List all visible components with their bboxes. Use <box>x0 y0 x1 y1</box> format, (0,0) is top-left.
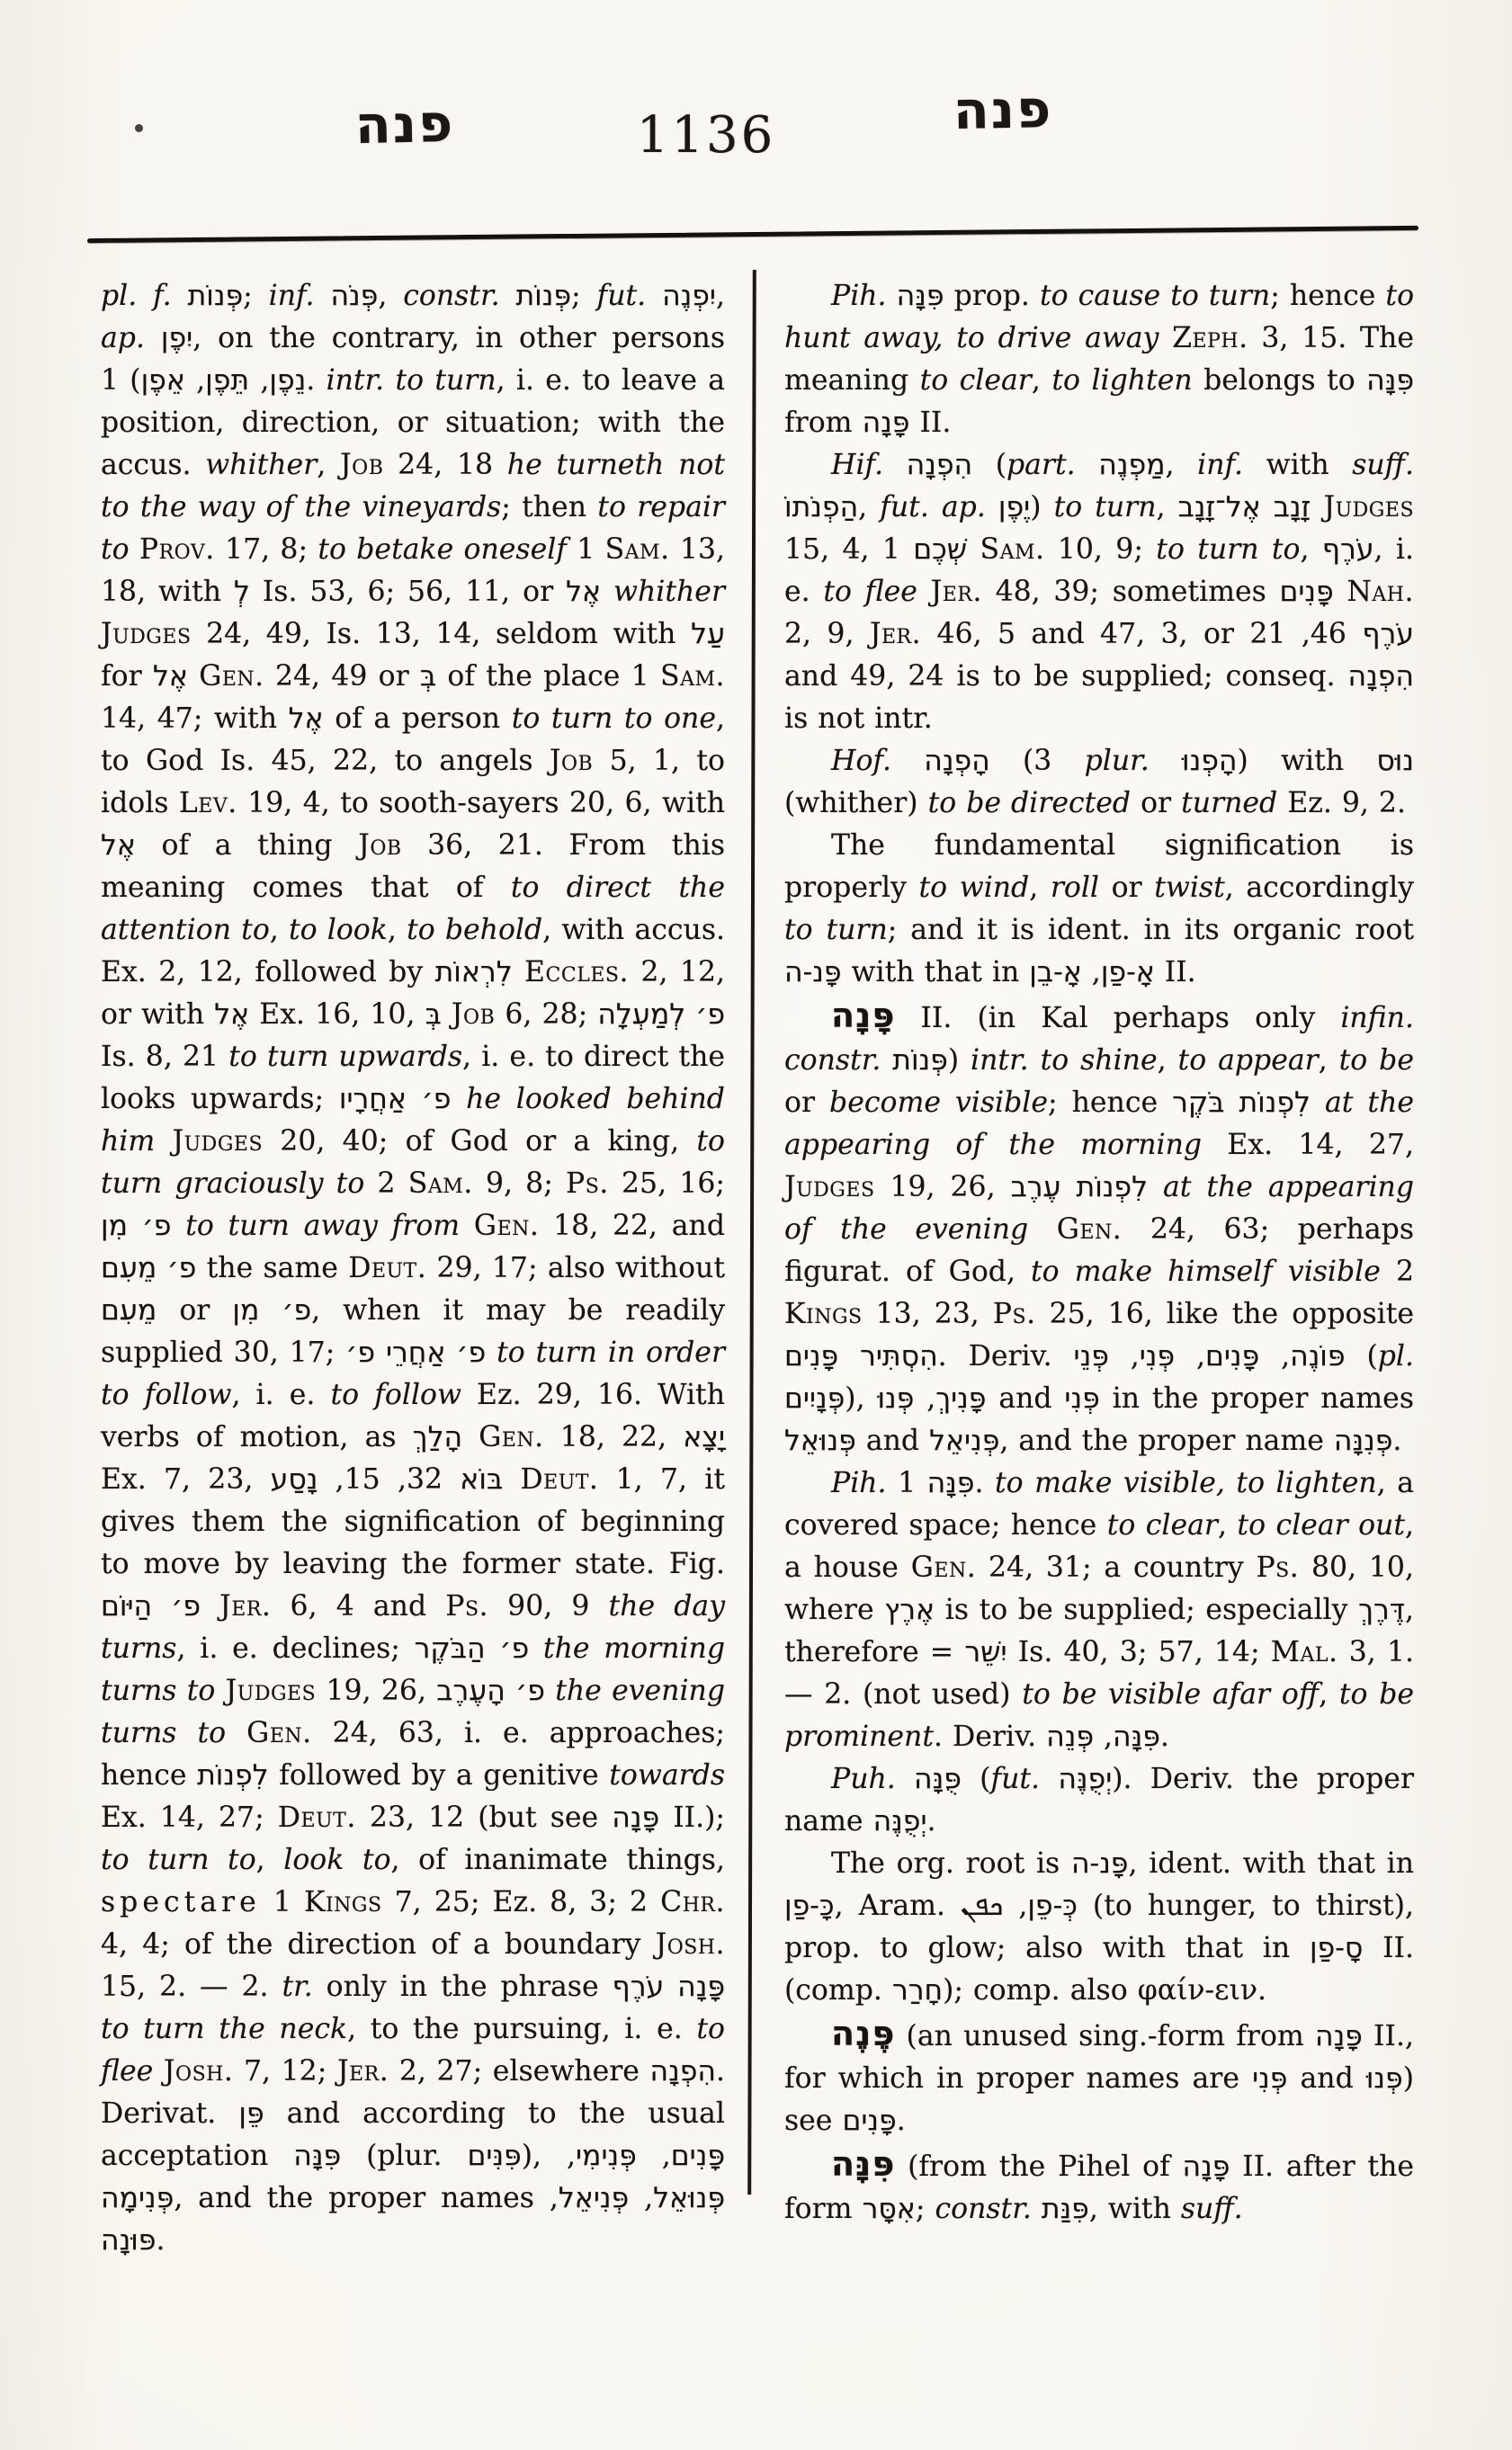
right-column <box>784 275 1414 2231</box>
entry-paragraph: Pih. פִּנָּה 1. to make visible, to lighten, a covered space; hence to clear, to clear out, a house Gen. 24, 31; a country Ps. 80, 10, where אֶרֶץ is to be supplied; especially דֶּרֶךְ, therefore = יִשֵּׁר Is. 40, 3; 57, 14; Mal. 3, 1. — 2. (not used) to be visible afar off, to be prominent. Deriv. פִּנָּה, פְּנֵה. <box>784 1467 1415 1753</box>
header-rule <box>87 226 1418 243</box>
page-number: 1136 <box>636 106 776 165</box>
entry-paragraph: פָּנָה II. (in Kal perhaps only infin. constr. פְּנוֹת) intr. to shine, to appear, to be or become visible; hence לִפְנוֹת בֹּקֶר at the appearing of the morning Ex. 14, 27, Judges 19, 26, לִפְנוֹת עֶרֶב at the appearing of the evening Gen. 24, 63; perhaps figurat. of God, to make himself visible 2 Kings 13, 23, Ps. 25, 16, like the opposite הִסְתִּיר פָּנִים. Deriv. פּוֹנֶה, פָּנִים, פְּנִי, פְּנֵי (pl. פְּנָיִים), פָּנִיךְ, פְּנוּ and פְּנִי in the proper names פְּנוּאֵל and פְּנִיאֵל, and the proper name פְּנִנָּה. <box>784 995 1415 1457</box>
header-catchword-left: פנה <box>354 92 455 156</box>
entry-paragraph: Hof. הָפְנָה (3 plur. הָפְנוּ) with נוּס (whither) to be directed or turned Ez. 9, 2. <box>784 745 1414 819</box>
header-catchword-right: פנה <box>953 78 1053 141</box>
entry-paragraph: פֶּנֶה (an unused sing.-form from פָּנָה II., for which in proper names are פְּנִי and פְּנוּ) see פָּנִים. <box>784 2013 1414 2137</box>
entry-paragraph: pl. f. פְּנוֹת; inf. פְּנֹה, constr. פְּנוֹת; fut. יִפְנֶה, ap. יִפֶן, on the contrary, in other persons נֵפֶן, תֵּפֶן, אֵפֶן) 1. intr. to turn, i. e. to leave a position, direction, or situation; with the accus. whither, Job 24, 18 he turneth not to the way of the vineyards; then to repair to Prov. 17, 8; to betake oneself 1 Sam. 13, 18, with לְ Is. 53, 6; 56, 11, or אֶל whither Judges 24, 49, Is. 13, 14, seldom with עַל for אֶל Gen. 24, 49 or בְּ of the place 1 Sam. 14, 47; with אֶל of a person to turn to one, to God Is. 45, 22, to angels Job 5, 1, to idols Lev. 19, 4, to sooth-sayers 20, 6, with אֶל of a thing Job 36, 21. From this meaning comes that of to direct the attention to, to look, to behold, with accus. Ex. 2, 12, followed by לִרְאוֹת Eccles. 2, 12, or with אֶל Ex. 16, 10, בְּ Job 6, 28; פ׳ לְמַעְלָה Is. 8, 21 to turn upwards, i. e. to direct the looks upwards; פ׳ אַחֲרָיו he looked behind him Judges 20, 40; of God or a king, to turn graciously to 2 Sam. 9, 8; Ps. 25, 16; פ׳ מִן to turn away from Gen. 18, 22, and פ׳ מֵעִם the same Deut. 29, 17; also without מֵעִם or פ׳ מִן, when it may be readily supplied 30, 17; פ׳ אַחֲרֵי פ׳ to turn in order to follow, i. e. to follow Ez. 29, 16. With verbs of motion, as הָלַךְ Gen. 18, 22, יָצָא Ex. 7, 23, בּוֹא 32, 15, נָסַע Deut. 1, 7, it gives them the signification of beginning to move by leaving the former state. Fig. פ׳ הַיּוֹם Jer. 6, 4 and Ps. 90, 9 the day turns, i. e. declines; פ׳ הַבֹּקֶר the morning turns to Judges 19, 26, פ׳ הָעֶרֶב the evening turns to Gen. 24, 63, i. e. approaches; hence לִפְנוֹת followed by a genitive towards Ex. 14, 27; Deut. 23, 12 (but see פָּנָה II.); to turn to, look to, of inanimate things, spectare 1 Kings 7, 25; Ez. 8, 3; 2 Chr. 4, 4; of the direction of a boundary Josh. 15, 2. — 2. tr. only in the phrase פָּנָה עֹרֶף to turn the neck, to the pursuing, i. e. to flee Josh. 7, 12; Jer. 2, 27; elsewhere הִפְנָה. Derivat. פֵּן and according to the usual acceptation פִּנָּה (plur. פִּנִּים), פָּנִים, פְּנִימִי, פְּנִימָה, and the proper names פְּנוּאֵל, פְּנִיאֵל, פּוּנָה. <box>101 280 726 2257</box>
left-column <box>101 275 725 2262</box>
ink-speck <box>135 124 143 132</box>
entry-paragraph: Puh. פֻּנָּה (fut. יְפֻנֶּה). Deriv. the proper name יְפֻנֶּה. <box>784 1763 1415 1838</box>
entry-paragraph: The org. root is פָּנ-ה, ident. with that in כָּ-פַן, Aram. כְּ-פֵן, ܟܦܢ (to hunger, to thirst), prop. to glow; also with that in סָ-פַן II. (comp. חָרַר); comp. also φαίν-ειν. <box>784 1847 1414 2007</box>
entry-paragraph: Hif. הִפְנָה (part. מַפְנֶה, inf. with suff. הַפְנֹתוֹ, fut. ap. יֶפֶן) to turn, זָנָב אֶל־זָנָב Judges 15, 4, שְׁכֶם 1 Sam. 10, 9; to turn to, עֹרֶף, i. e. to flee Jer. 48, 39; sometimes פָּנִים Nah. 2, 9, Jer. 46, 5 and 47, 3, or עֹרֶף 46, 21 and 49, 24 is to be supplied; conseq. הִפְנָה is not intr. <box>784 449 1415 735</box>
column-divider <box>747 270 756 2195</box>
entry-paragraph: Pih. פִּנָּה prop. to cause to turn; hence to hunt away, to drive away Zeph. 3, 15. The meaning to clear, to lighten belongs to פִּנָּה from פָּנָה II. <box>784 280 1415 439</box>
entry-paragraph: The fundamental signification is properly to wind, roll or twist, accordingly to turn; and it is ident. in its organic root פָּנ-ה with that in אָ-פַן, אָ-בֵן II. <box>784 829 1414 988</box>
entry-paragraph: פִּנָּה (from the Pihel of פָּנָה II. after the form אִסָּר; constr. פִּנַּת, with suff. <box>784 2143 1414 2225</box>
